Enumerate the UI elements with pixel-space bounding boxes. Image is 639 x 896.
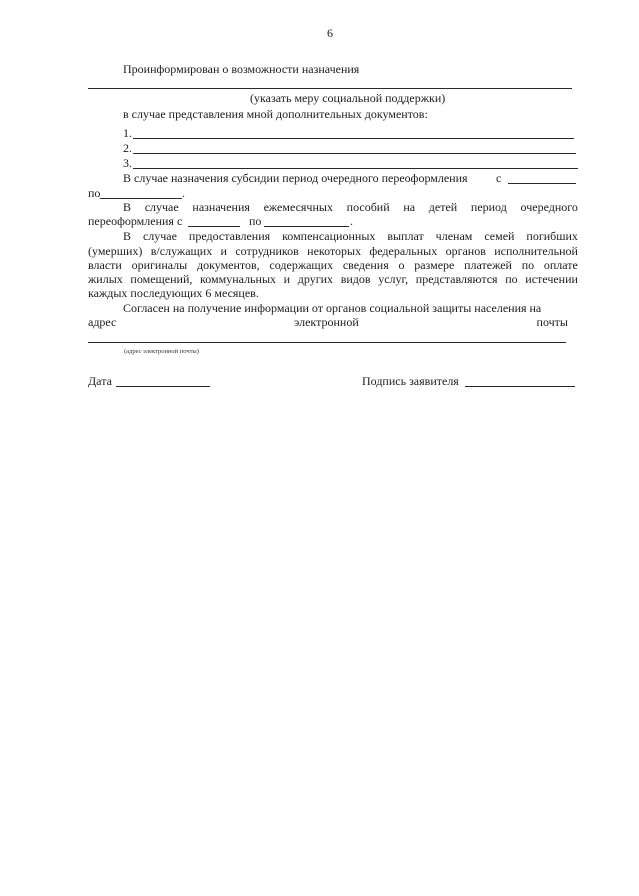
monthly-from-field[interactable]: [188, 226, 240, 227]
additional-docs-label: в случае представления мной дополнительных документов:: [123, 107, 428, 121]
subsidy-from-field[interactable]: [508, 183, 576, 184]
item-1-field[interactable]: [133, 138, 574, 139]
signature-field[interactable]: [465, 386, 575, 387]
item-3-number: 3.: [123, 156, 132, 170]
email-field[interactable]: [88, 342, 566, 343]
monthly-from-label: переоформления с: [88, 214, 183, 228]
compensation-line-3: власти оригиналы документов, содержащих сведения о размере платежей по оплате: [88, 258, 578, 272]
monthly-to-label: по: [249, 214, 262, 228]
informed-label: Проинформирован о возможности назначения: [123, 62, 360, 76]
monthly-end: .: [350, 214, 353, 228]
subsidy-end: .: [182, 186, 185, 200]
email-hint: (адрес электронной почты): [124, 348, 199, 355]
item-2-number: 2.: [123, 141, 132, 155]
monthly-line-1: В случае назначения ежемесячных пособий на детей период очередного: [123, 200, 578, 214]
subsidy-to-label: по: [88, 186, 101, 200]
support-measure-hint: (указать меру социальной поддержки): [250, 91, 446, 105]
item-2-field[interactable]: [133, 153, 576, 154]
subsidy-to-field[interactable]: [100, 198, 182, 199]
compensation-line-1: В случае предоставления компенсационных выплат членам семей погибших: [123, 229, 578, 243]
compensation-line-2: (умерших) в/служащих и сотрудников некоторых федеральных органов исполнительной: [88, 244, 578, 258]
consent-line-1: Согласен на получение информации от органов социальной защиты населения на: [123, 301, 542, 315]
date-field[interactable]: [116, 386, 210, 387]
monthly-to-field[interactable]: [264, 226, 349, 227]
page-number: 6: [327, 26, 333, 40]
signature-label: Подпись заявителя: [362, 374, 459, 388]
subsidy-text: В случае назначения субсидии период очередного переоформления: [123, 171, 468, 185]
date-label: Дата: [88, 374, 112, 388]
item-1-number: 1.: [123, 126, 132, 140]
support-measure-field[interactable]: [88, 88, 572, 89]
compensation-line-5: каждых последующих 6 месяцев.: [88, 286, 259, 300]
consent-line-2: адрес электронной почты: [88, 315, 568, 329]
item-3-field[interactable]: [133, 168, 578, 169]
compensation-line-4: жилых помещений, коммунальных и других видов услуг, представляются по истечении: [88, 272, 578, 286]
subsidy-from-label: с: [496, 171, 502, 185]
